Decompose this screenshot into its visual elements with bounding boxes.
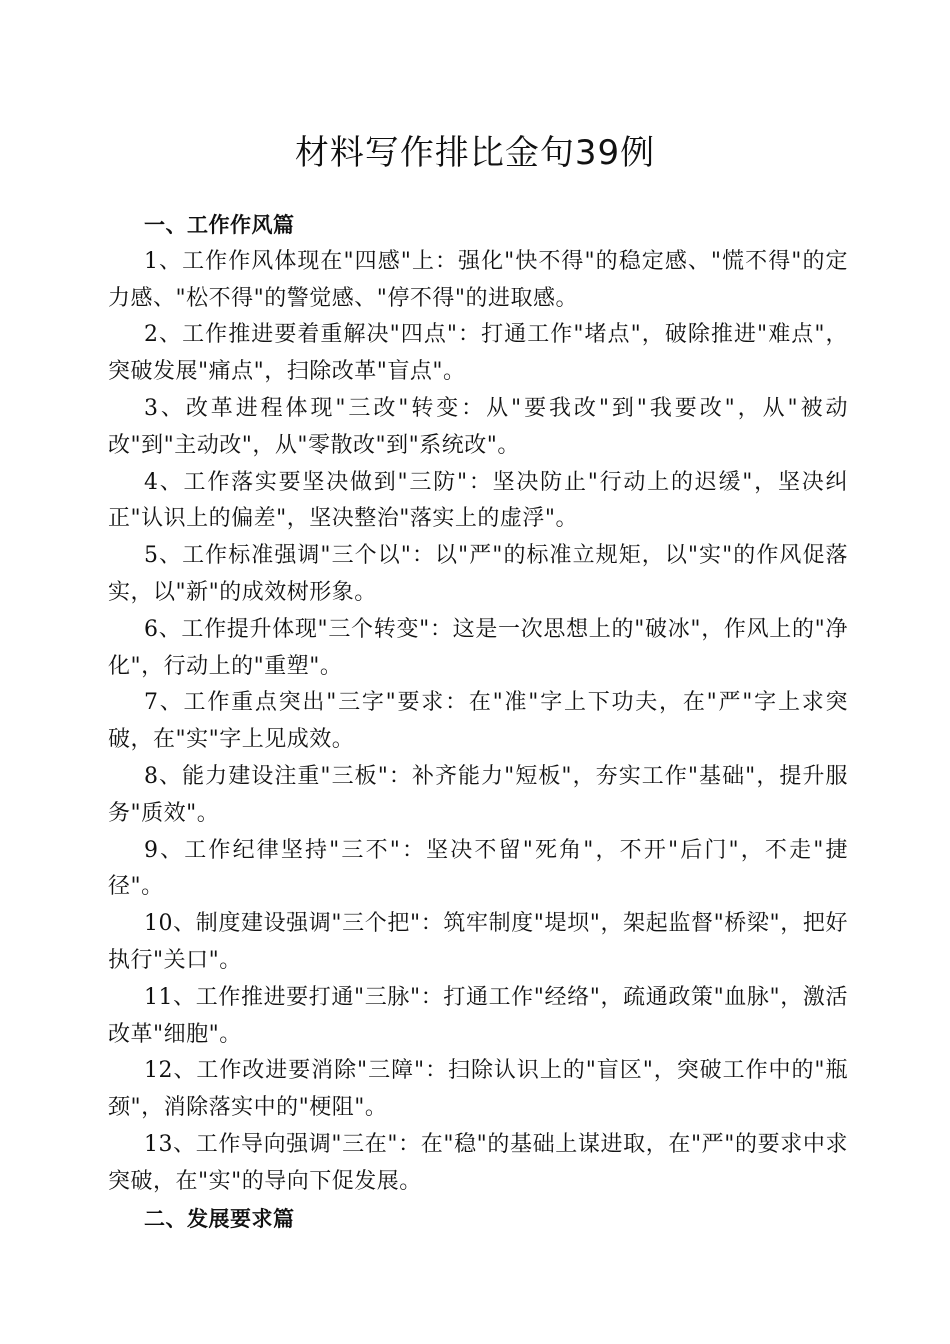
list-item: 13、工作导向强调"三在"：在"稳"的基础上谋进取，在"严"的要求中求突破，在"实"的导向下促发展。 <box>108 1131 848 1194</box>
list-item: 3、改革进程体现"三改"转变：从"要我改"到"我要改"，从"被动改"到"主动改"，从"零散改"到"系统改"。 <box>108 395 848 458</box>
list-item: 2、工作推进要着重解决"四点"：打通工作"堵点"，破除推进"难点"，突破发展"痛点"，扫除改革"盲点"。 <box>108 322 848 385</box>
list-item: 1、工作作风体现在"四感"上：强化"快不得"的稳定感、"慌不得"的定力感、"松不得"的警觉感、"停不得"的进取感。 <box>108 248 848 311</box>
document-body <box>108 207 848 1237</box>
list-item: 5、工作标准强调"三个以"：以"严"的标准立规矩，以"实"的作风促落实，以"新"的成效树形象。 <box>108 543 848 605</box>
list-item: 7、工作重点突出"三字"要求：在"准"字上下功夫，在"严"字上求突破，在"实"字上见成效。 <box>108 690 848 753</box>
list-item: 11、工作推进要打通"三脉"：打通工作"经络"，疏通政策"血脉"，激活改革"细胞"。 <box>108 984 848 1047</box>
list-item: 12、工作改进要消除"三障"：扫除认识上的"盲区"，突破工作中的"瓶颈"，消除落实中的"梗阻"。 <box>108 1058 848 1121</box>
list-item: 10、制度建设强调"三个把"：筑牢制度"堤坝"，架起监督"桥梁"，把好执行"关口"。 <box>108 911 848 973</box>
list-item: 6、工作提升体现"三个转变"：这是一次思想上的"破冰"，作风上的"净化"，行动上的"重塑"。 <box>108 616 848 679</box>
page-title: 材料写作排比金句39例 <box>294 133 656 173</box>
list-item: 8、能力建设注重"三板"：补齐能力"短板"，夯实工作"基础"，提升服务"质效"。 <box>108 763 848 826</box>
section-heading-development: 二、发展要求篇 <box>144 1206 295 1231</box>
list-item: 4、工作落实要坚决做到"三防"：坚决防止"行动上的迟缓"，坚决纠正"认识上的偏差"，坚决整治"落实上的虚浮"。 <box>108 469 848 532</box>
section-heading-work-style: 一、工作作风篇 <box>144 213 295 237</box>
list-item: 9、工作纪律坚持"三不"：坚决不留"死角"，不开"后门"，不走"捷径"。 <box>108 837 848 900</box>
